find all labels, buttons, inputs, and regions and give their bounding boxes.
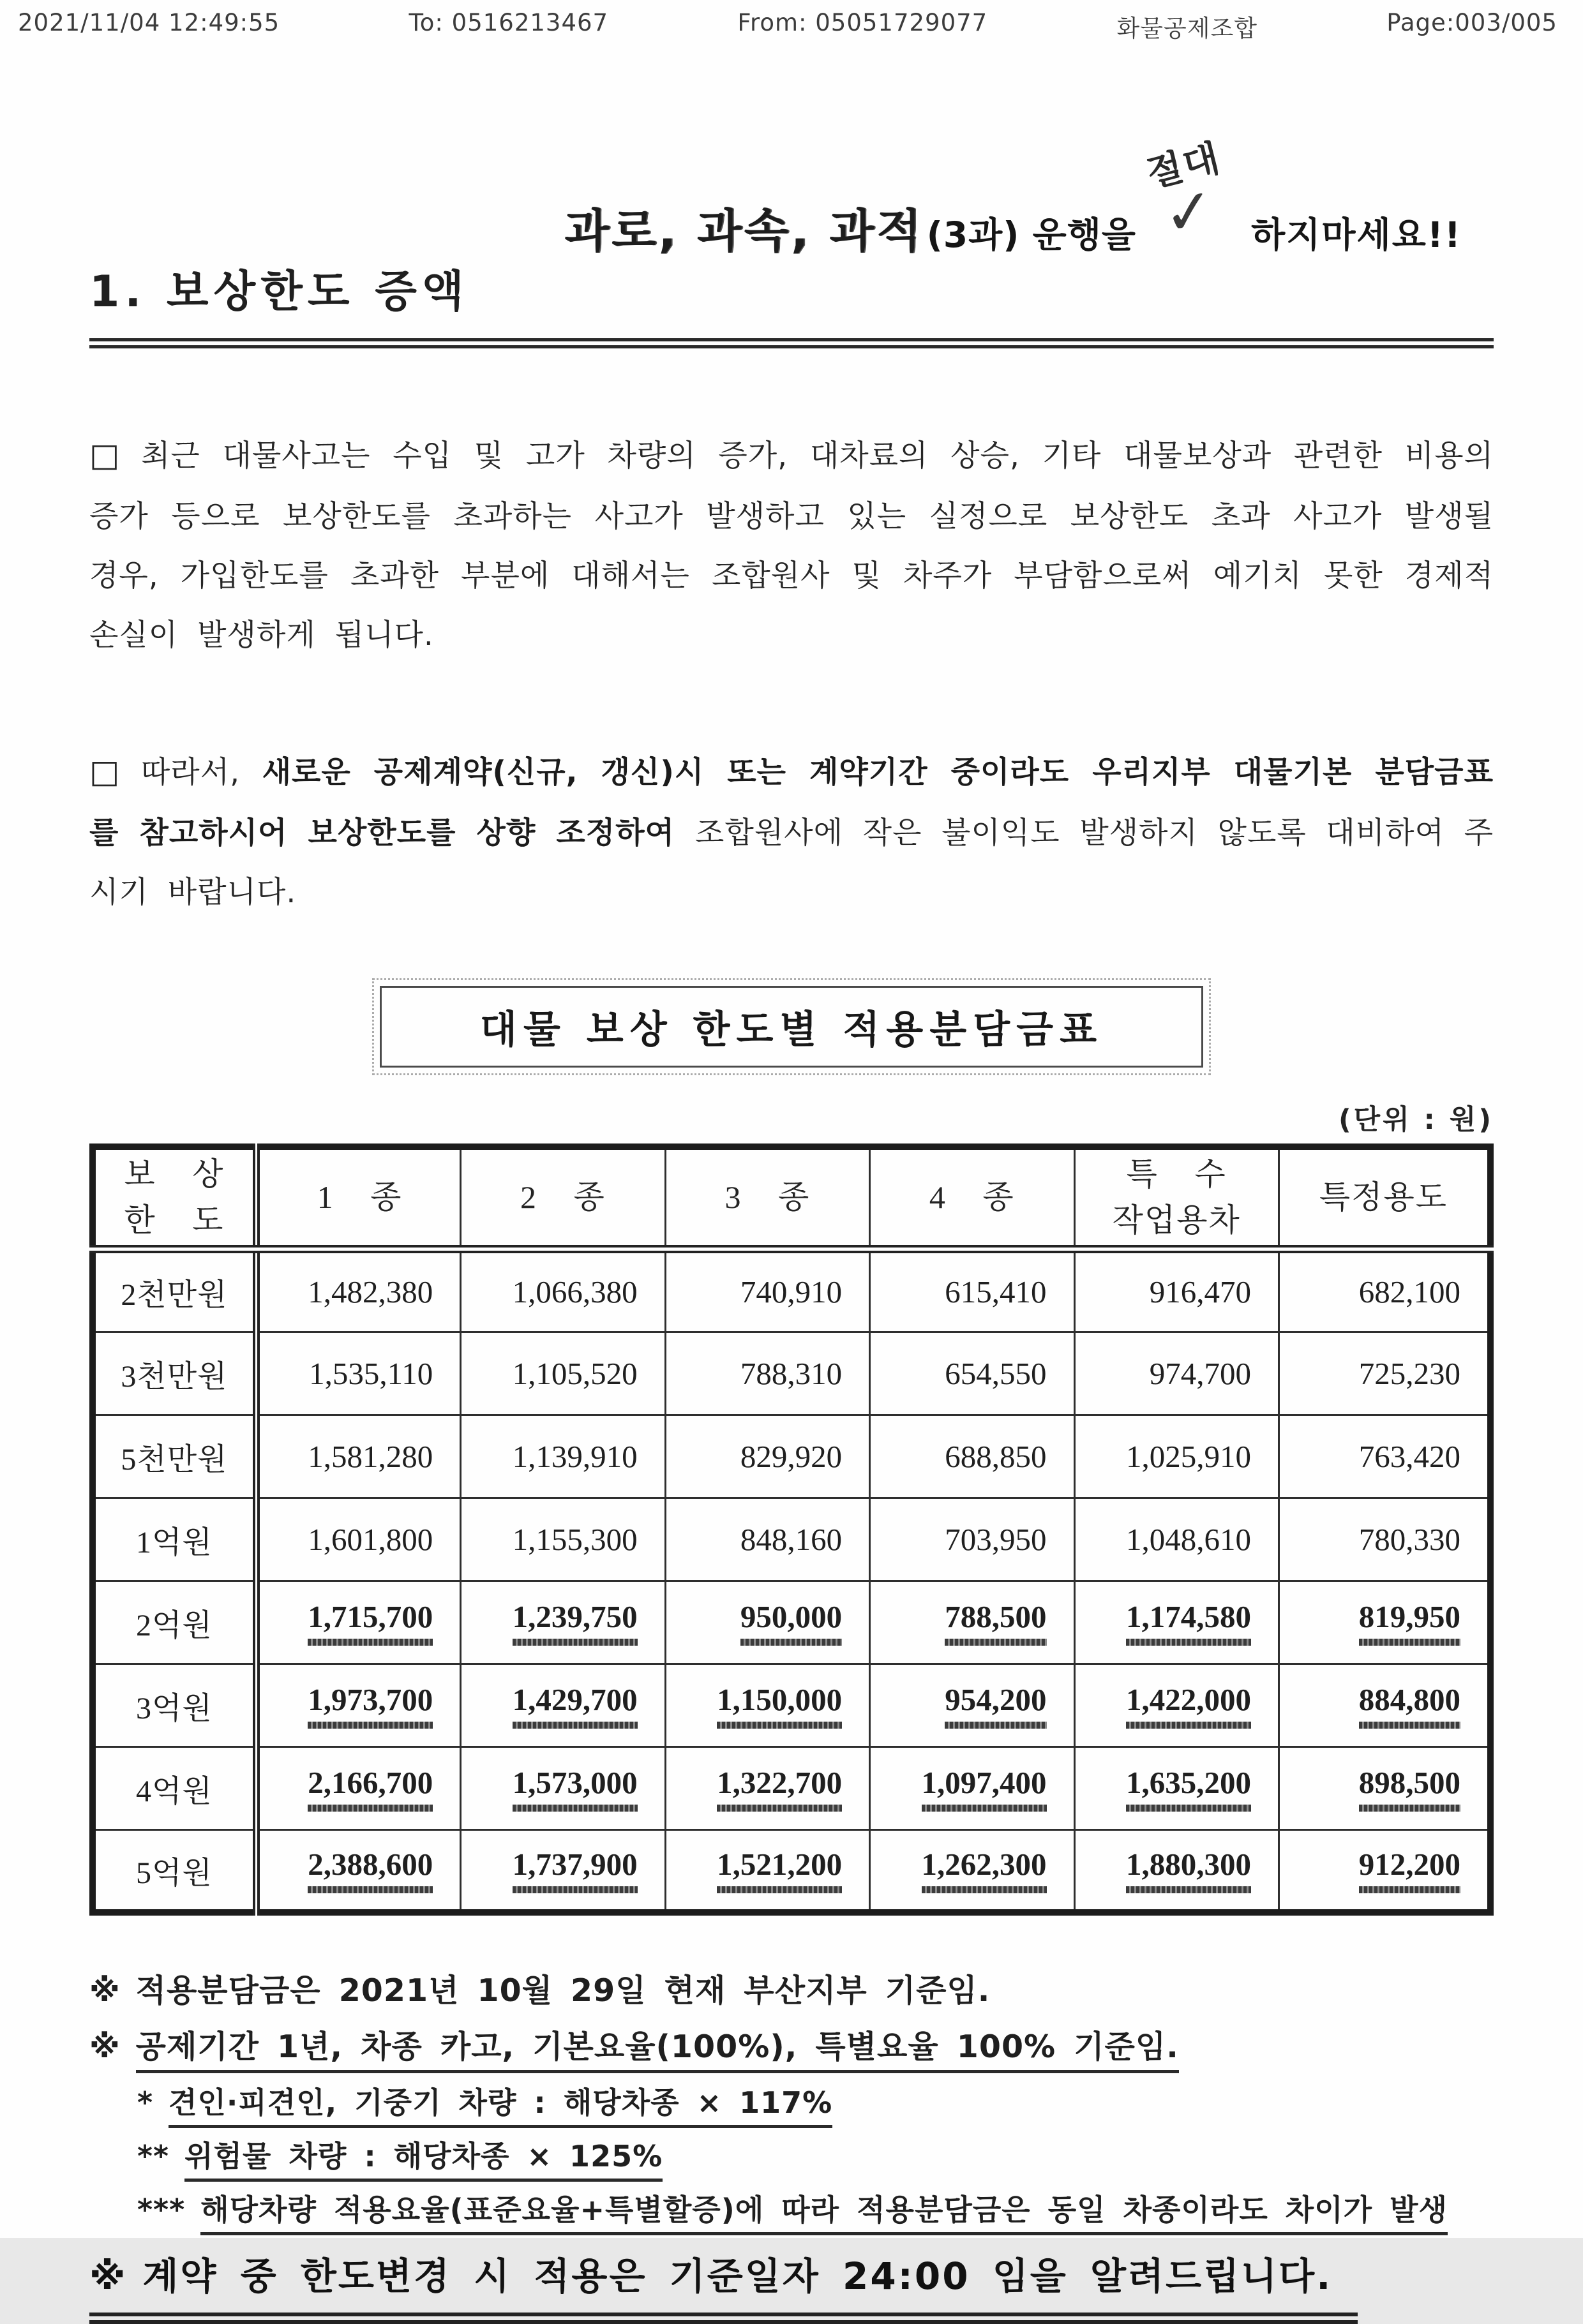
fee-value: 725,230 <box>1358 1355 1460 1391</box>
fee-value: 1,422,000 <box>1126 1681 1251 1729</box>
fee-value-cell <box>256 1747 460 1829</box>
fee-value-cell <box>256 1332 460 1415</box>
fee-value-cell <box>256 1249 460 1332</box>
row-label: 1억원 <box>93 1498 256 1581</box>
fee-value-cell <box>870 1415 1074 1498</box>
fee-value-cell <box>870 1332 1074 1415</box>
fee-value: 1,737,900 <box>513 1846 638 1893</box>
fee-value: 1,482,380 <box>308 1274 433 1310</box>
fee-value: 740,910 <box>740 1274 843 1310</box>
fee-value-cell <box>1074 1829 1279 1912</box>
note-marker: ※ <box>89 2029 121 2066</box>
fee-value-cell <box>1074 1581 1279 1664</box>
slogan-emphasis-word: 절대 <box>1142 135 1225 196</box>
checkbox-bullet-icon: □ <box>89 753 123 791</box>
fee-value-cell <box>870 1829 1074 1912</box>
fee-value-cell <box>461 1581 665 1664</box>
fee-value: 1,880,300 <box>1126 1846 1251 1893</box>
footnotes <box>89 1970 1494 2324</box>
fee-value: 1,066,380 <box>512 1274 638 1310</box>
fax-timestamp: 2021/11/04 12:49:55 <box>18 9 280 36</box>
fee-value-cell <box>1279 1747 1490 1829</box>
fax-org-name: 화물공제조합 <box>1116 15 1257 42</box>
fee-value-cell <box>461 1747 665 1829</box>
col-header-class1: 1 종 <box>256 1147 460 1249</box>
col-header-class3: 3 종 <box>665 1147 869 1249</box>
fee-value: 1,322,700 <box>717 1764 842 1812</box>
checkbox-bullet-icon: □ <box>89 436 124 473</box>
fee-value-cell <box>461 1415 665 1498</box>
fee-value: 916,470 <box>1149 1274 1251 1310</box>
fee-value-cell <box>1074 1415 1279 1498</box>
col-header-limit-line2: 한 도 <box>124 1202 225 1239</box>
paragraph-2-intro: 따라서, <box>140 755 262 791</box>
fee-value: 819,950 <box>1359 1598 1460 1646</box>
row-label: 5천만원 <box>93 1415 256 1498</box>
fee-value: 1,429,700 <box>513 1681 638 1729</box>
fee-value-cell <box>665 1829 869 1912</box>
fee-value-cell <box>1279 1581 1490 1664</box>
paragraph-2 <box>89 740 1494 922</box>
note-text: 공제기간 1년, 차종 카고, 기본요율(100%), 특별요율 100% 기준임. <box>136 2029 1179 2073</box>
col-header-special-use: 특정용도 <box>1279 1147 1490 1249</box>
table-row <box>93 1249 1490 1332</box>
fee-value: 1,048,610 <box>1125 1521 1251 1557</box>
fee-value: 1,601,800 <box>308 1521 433 1557</box>
fee-value: 1,174,580 <box>1126 1598 1251 1646</box>
table-row <box>93 1664 1490 1747</box>
fee-value: 1,635,200 <box>1126 1764 1251 1812</box>
fee-value-cell <box>665 1747 869 1829</box>
fee-value: 954,200 <box>945 1681 1046 1729</box>
fee-value: 615,410 <box>945 1274 1047 1310</box>
fee-value-cell <box>665 1664 869 1747</box>
document-body <box>0 135 1583 2324</box>
note-marker: * <box>137 2085 154 2120</box>
fee-value-cell <box>256 1829 460 1912</box>
note-text: 견인·피견인, 기중기 차량 : 해당차종 × 117% <box>169 2085 832 2128</box>
fee-value: 1,150,000 <box>717 1681 842 1729</box>
col-header-limit-line1: 보 상 <box>124 1156 225 1192</box>
note-line <box>137 2083 1494 2122</box>
note-marker: ** <box>137 2138 170 2173</box>
fee-value-cell <box>1074 1747 1279 1829</box>
fee-value: 788,500 <box>945 1598 1046 1646</box>
col-header-special-work: 특 수 작업용차 <box>1074 1147 1279 1249</box>
fee-value-cell <box>1279 1664 1490 1747</box>
fee-value-cell <box>1279 1415 1490 1498</box>
row-label: 3천만원 <box>93 1332 256 1415</box>
fee-value-cell <box>461 1498 665 1581</box>
check-icon: ✓ <box>1160 175 1219 250</box>
fee-value: 1,262,300 <box>922 1846 1047 1893</box>
col-header-class2: 2 종 <box>461 1147 665 1249</box>
row-label: 5억원 <box>93 1829 256 1912</box>
fee-value-cell <box>1074 1498 1279 1581</box>
note-line <box>137 2136 1494 2176</box>
fee-value-cell <box>665 1581 869 1664</box>
fee-value-cell <box>870 1747 1074 1829</box>
fee-value-cell <box>665 1415 869 1498</box>
fee-value-cell <box>1279 1249 1490 1332</box>
fee-value-cell <box>256 1664 460 1747</box>
note-marker: ※ <box>89 2254 128 2298</box>
note-marker: ※ <box>89 1972 121 2009</box>
unit-label: (단위 : 원) <box>1338 1104 1494 1136</box>
fee-value-cell <box>1074 1664 1279 1747</box>
fee-value-cell <box>665 1332 869 1415</box>
paragraph-1 <box>89 424 1494 665</box>
fee-value: 1,155,300 <box>512 1521 638 1557</box>
fee-value: 950,000 <box>740 1598 842 1646</box>
fee-table-body <box>93 1249 1490 1912</box>
fee-value: 682,100 <box>1358 1274 1460 1310</box>
fee-value: 1,973,700 <box>308 1681 433 1729</box>
fee-value-cell <box>870 1249 1074 1332</box>
note-text: 해당차량 적용요율(표준요율+특별할증)에 따라 적용분담금은 동일 차종이라도 차이가 발생 <box>200 2193 1448 2235</box>
fee-value: 1,715,700 <box>308 1598 433 1646</box>
row-label: 2천만원 <box>93 1249 256 1332</box>
note-text: 위험물 차량 : 해당차종 × 125% <box>184 2139 663 2182</box>
fee-value-cell <box>1074 1332 1279 1415</box>
fee-value: 829,920 <box>740 1438 843 1474</box>
fee-value: 654,550 <box>945 1355 1047 1391</box>
fee-value-cell <box>1279 1829 1490 1912</box>
note-text: 계약 중 한도변경 시 적용은 기준일자 24:00 임을 알려드립니다. <box>142 2254 1333 2298</box>
table-row <box>93 1498 1490 1581</box>
fee-value-cell <box>870 1581 1074 1664</box>
fee-value: 1,025,910 <box>1125 1438 1251 1474</box>
fee-value: 1,239,750 <box>513 1598 638 1646</box>
fee-table <box>89 1143 1494 1916</box>
fee-value-cell <box>461 1332 665 1415</box>
fee-value: 912,200 <box>1359 1846 1460 1893</box>
note-line <box>137 2190 1494 2230</box>
fee-value: 1,097,400 <box>922 1764 1047 1812</box>
table-title-wrap <box>89 986 1494 1068</box>
fee-value: 1,535,110 <box>309 1355 433 1391</box>
fee-value: 1,105,520 <box>512 1355 638 1391</box>
fee-value-cell <box>870 1664 1074 1747</box>
col-header-limit <box>93 1147 256 1249</box>
section-title: 1. 보상한도 증액 <box>89 267 469 317</box>
fee-value-cell <box>665 1498 869 1581</box>
slogan-text-mid: (3과) 운행을 <box>926 214 1136 255</box>
fax-from-number: From: 05051729077 <box>737 9 988 36</box>
fee-value: 898,500 <box>1359 1764 1460 1812</box>
fee-value: 2,166,700 <box>308 1764 433 1812</box>
safety-slogan <box>89 135 1494 267</box>
fee-value-cell <box>256 1581 460 1664</box>
fax-page-indicator: Page:003/005 <box>1386 9 1557 36</box>
fee-value-cell <box>1074 1249 1279 1332</box>
note-line <box>89 1970 1494 2012</box>
fee-value: 1,521,200 <box>717 1846 842 1893</box>
col-header-class4: 4 종 <box>870 1147 1074 1249</box>
fee-value: 848,160 <box>740 1521 843 1557</box>
fee-value-cell <box>256 1415 460 1498</box>
fee-value-cell <box>665 1249 869 1332</box>
note-text: 적용분담금은 2021년 10월 29일 현재 부산지부 기준임. <box>135 1972 991 2009</box>
row-label: 4억원 <box>93 1747 256 1829</box>
table-row <box>93 1415 1490 1498</box>
table-row <box>93 1829 1490 1912</box>
note-line <box>89 2026 1494 2068</box>
note-line <box>89 2251 1494 2324</box>
fee-value: 884,800 <box>1359 1681 1460 1729</box>
paragraph-2-rest: 조합원사에 작은 불이익도 발생하지 않도록 대비하여 주시기 바랍니다. <box>89 816 1494 911</box>
slogan-emphasis-group <box>1139 135 1248 260</box>
fee-table-head <box>93 1147 1490 1249</box>
fee-value-cell <box>1279 1332 1490 1415</box>
slogan-text-lead: 과로, 과속, 과적 <box>564 204 924 258</box>
paragraph-1-text: 최근 대물사고는 수입 및 고가 차량의 증가, 대차료의 상승, 기타 대물보상과 관련한 비용의 증가 등으로 보상한도를 초과하는 사고가 발생하고 있는 실정으로 보상한도 초과 사고가 발생될 경우, 가입한도를 초과한 부분에 대해서는 조합원사 및 차주가 부담함으로써 예기치 못한 경제적 손실이 발생하게 됩니다. <box>89 438 1494 653</box>
fee-value-cell <box>461 1249 665 1332</box>
header-row <box>93 1147 1490 1249</box>
table-title: 대물 보상 한도별 적용분담금표 <box>380 986 1203 1068</box>
fee-value: 780,330 <box>1358 1521 1460 1557</box>
row-label: 3억원 <box>93 1664 256 1747</box>
fee-value: 703,950 <box>945 1521 1047 1557</box>
slogan-text-tail: 하지마세요!! <box>1251 214 1462 255</box>
row-label: 2억원 <box>93 1581 256 1664</box>
fee-value-cell <box>461 1664 665 1747</box>
fee-value-cell <box>870 1498 1074 1581</box>
fee-value: 763,420 <box>1358 1438 1460 1474</box>
fee-value-cell <box>461 1829 665 1912</box>
note-marker: *** <box>137 2192 186 2227</box>
table-row <box>93 1747 1490 1829</box>
fee-value: 788,310 <box>740 1355 843 1391</box>
fax-to-number: To: 0516213467 <box>409 9 609 36</box>
fee-value-cell <box>256 1498 460 1581</box>
fax-header <box>0 0 1583 43</box>
fee-value-cell <box>1279 1498 1490 1581</box>
fee-value: 1,581,280 <box>308 1438 433 1474</box>
fee-value: 2,388,600 <box>308 1846 433 1893</box>
section-header <box>89 257 1494 348</box>
table-row <box>93 1581 1490 1664</box>
fee-value: 974,700 <box>1149 1355 1251 1391</box>
fee-value: 1,573,000 <box>513 1764 638 1812</box>
fee-value: 688,850 <box>945 1438 1047 1474</box>
paragraph-2-bold-text: 새로운 공제계약(신규, 갱신)시 또는 계약기간 중이라도 우리지부 대물기본 분담금표를 참고하시어 보상한도를 상향 조정하여 <box>89 755 1494 851</box>
fee-value: 1,139,910 <box>512 1438 638 1474</box>
table-row <box>93 1332 1490 1415</box>
